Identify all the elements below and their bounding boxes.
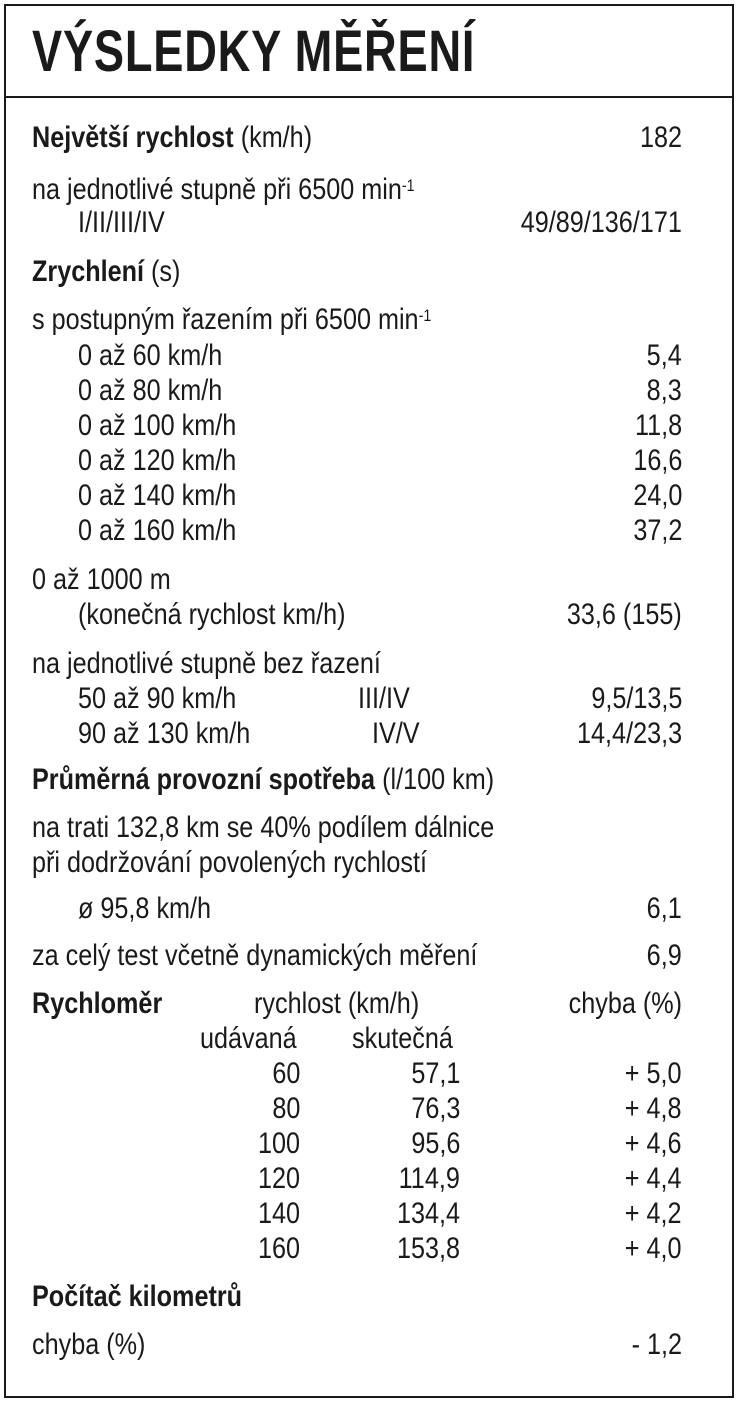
acceleration-label: Zrychlení — [32, 255, 145, 288]
shown-value: 160 — [257, 1232, 300, 1265]
error-value: + 4,0 — [625, 1232, 682, 1265]
speedometer-row — [6, 1056, 732, 1092]
top-speed-label: Největší rychlost — [32, 121, 234, 154]
speedometer-row — [6, 1231, 732, 1267]
acceleration-row — [6, 443, 732, 479]
shown-value: 100 — [257, 1127, 300, 1160]
whole-test-label: za celý test včetně dynamických měření — [32, 939, 478, 972]
actual-value: 76,3 — [410, 1092, 460, 1125]
odometer-error-value: - 1,2 — [631, 1328, 682, 1361]
acceleration-row — [6, 338, 732, 374]
whole-test-row — [6, 938, 732, 974]
acceleration-header — [6, 254, 732, 290]
error-value: + 4,6 — [625, 1127, 682, 1160]
acceleration-row — [6, 408, 732, 444]
avg-speed-row — [6, 891, 732, 927]
km-sub-row — [6, 597, 732, 633]
no-shift-row — [6, 716, 732, 752]
top-speed-row — [6, 120, 732, 156]
actual-value: 134,4 — [396, 1197, 460, 1230]
speedometer-row — [6, 1161, 732, 1197]
km-value: 33,6 (155) — [567, 598, 682, 631]
acceleration-row-value: 11,8 — [634, 409, 682, 442]
no-shift-row-gears: IV/V — [372, 717, 420, 750]
error-value: + 4,8 — [625, 1092, 682, 1125]
acceleration-row — [6, 373, 732, 409]
no-shift-label-row — [6, 646, 732, 682]
speedometer-header — [6, 986, 732, 1022]
gears-label-sup: -1 — [401, 176, 415, 195]
results-panel — [4, 4, 734, 1398]
odometer-error-label: chyba (%) — [32, 1328, 146, 1361]
route-line-1 — [6, 810, 732, 846]
speedometer-row — [6, 1126, 732, 1162]
odometer-label: Počítač kilometrů — [32, 1280, 243, 1313]
consumption-label: Průměrná provozní spotřeba — [32, 763, 376, 796]
error-value: + 4,4 — [625, 1162, 682, 1195]
shifting-label-sup: -1 — [418, 306, 432, 325]
acceleration-row-label: 0 až 60 km/h — [78, 339, 223, 372]
top-speed-value: 182 — [639, 121, 682, 154]
acceleration-row-label: 0 až 160 km/h — [78, 514, 237, 547]
speedometer-row — [6, 1091, 732, 1127]
acceleration-row-label: 0 až 120 km/h — [78, 444, 237, 477]
acceleration-row-value: 24,0 — [632, 479, 682, 512]
actual-value: 153,8 — [396, 1232, 460, 1265]
gears-values: 49/89/136/171 — [520, 206, 682, 239]
gears-row — [6, 205, 732, 241]
shown-value: 140 — [257, 1197, 300, 1230]
odometer-header — [6, 1279, 732, 1315]
no-shift-row-value: 9,5/13,5 — [590, 682, 682, 715]
avg-speed-label: ø 95,8 km/h — [78, 892, 212, 925]
km-label: 0 až 1000 m — [32, 563, 171, 596]
actual-value: 57,1 — [410, 1057, 460, 1090]
gears-names: I/II/III/IV — [78, 206, 165, 239]
top-speed-unit: (km/h) — [240, 121, 313, 154]
km-row — [6, 562, 732, 598]
shown-value: 60 — [271, 1057, 300, 1090]
consumption-unit: (l/100 km) — [382, 763, 495, 796]
acceleration-row-value: 37,2 — [632, 514, 682, 547]
no-shift-row-label: 50 až 90 km/h — [78, 682, 237, 715]
speedometer-row — [6, 1196, 732, 1232]
gears-label-row — [6, 172, 732, 208]
shifting-label-row — [6, 302, 732, 338]
acceleration-row-value: 16,6 — [632, 444, 682, 477]
actual-value: 114,9 — [398, 1162, 460, 1195]
km-sub-label: (konečná rychlost km/h) — [78, 598, 346, 631]
acceleration-row-label: 0 až 100 km/h — [78, 409, 237, 442]
error-header: chyba (%) — [568, 987, 682, 1020]
no-shift-row — [6, 681, 732, 717]
acceleration-row-label: 0 až 140 km/h — [78, 479, 237, 512]
no-shift-row-value: 14,4/23,3 — [576, 717, 682, 750]
route-text-1: na trati 132,8 km se 40% podílem dálnice — [32, 811, 495, 844]
error-value: + 4,2 — [625, 1197, 682, 1230]
speedometer-subheader — [6, 1021, 732, 1057]
acceleration-row-value: 5,4 — [646, 339, 682, 372]
no-shift-row-label: 90 až 130 km/h — [78, 717, 251, 750]
error-value: + 5,0 — [625, 1057, 682, 1090]
speed-header: rychlost (km/h) — [254, 987, 420, 1020]
actual-value: 95,6 — [410, 1127, 460, 1160]
no-shift-row-gears: III/IV — [358, 682, 410, 715]
acceleration-unit: (s) — [151, 255, 181, 288]
gears-label: na jednotlivé stupně při 6500 min — [32, 173, 402, 206]
acceleration-row — [6, 478, 732, 514]
shifting-label: s postupným řazením při 6500 min — [32, 303, 419, 336]
shown-value: 120 — [257, 1162, 300, 1195]
shown-value: 80 — [271, 1092, 300, 1125]
route-line-2 — [6, 845, 732, 881]
actual-header: skutečná — [352, 1022, 453, 1055]
no-shift-label: na jednotlivé stupně bez řazení — [32, 647, 381, 680]
odometer-row — [6, 1327, 732, 1363]
page-title: VÝSLEDKY MĚŘENÍ — [32, 19, 476, 84]
acceleration-row-value: 8,3 — [646, 374, 682, 407]
avg-speed-value: 6,1 — [646, 892, 682, 925]
whole-test-value: 6,9 — [646, 939, 682, 972]
route-text-2: při dodržování povolených rychlostí — [32, 846, 428, 879]
speedometer-label: Rychloměr — [32, 987, 163, 1020]
acceleration-row — [6, 513, 732, 549]
consumption-header — [6, 762, 732, 798]
shown-header: udávaná — [200, 1022, 297, 1055]
title-bar — [6, 6, 732, 98]
acceleration-row-label: 0 až 80 km/h — [78, 374, 223, 407]
